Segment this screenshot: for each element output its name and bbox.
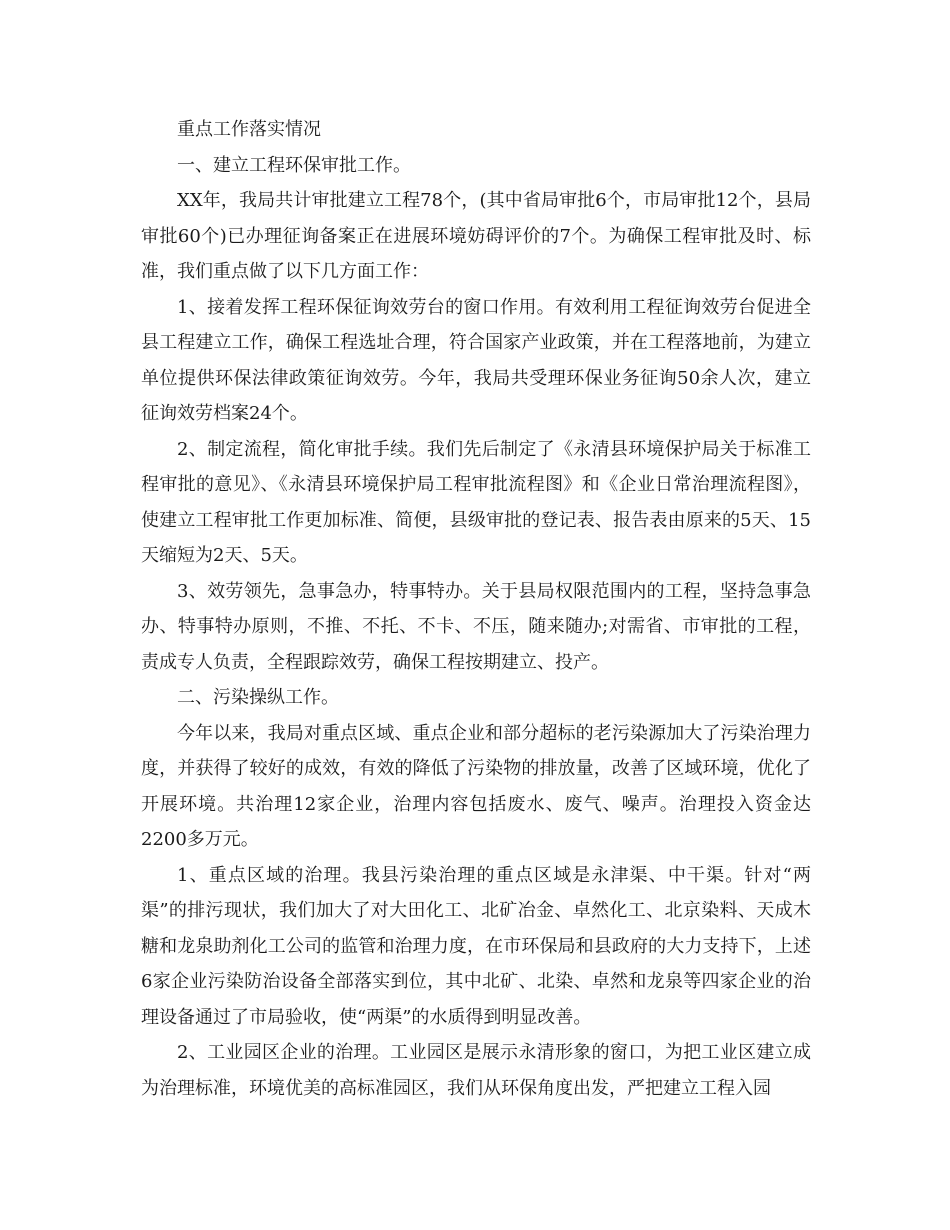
paragraph: 今年以来，我局对重点区域、重点企业和部分超标的老污染源加大了污染治理力度，并获得了较好的成效，有效的降低了污染物的排放量，改善了区域环境，优化了开展环境。共治理12家企业，治理内容包括废水、废气、噪声。治理投入资金达2200多万元。 (141, 722, 811, 850)
paragraph: 1、接着发挥工程环保征询效劳台的窗口作用。有效利用工程征询效劳台促进全县工程建立工作，确保工程选址合理，符合国家产业政策，并在工程落地前，为建立单位提供环保法律政策征询效劳。今年，我局共受理环保业务征询50余人次，建立征询效劳档案24个。 (141, 296, 811, 424)
paragraph: 3、效劳领先，急事急办，特事特办。关于县局权限范围内的工程，坚持急事急办、特事特办原则，不推、不托、不卡、不压，随来随办;对需省、市审批的工程，责成专人负责，全程跟踪效劳，确保工程按期建立、投产。 (141, 580, 811, 673)
section-heading-2: 二、污染操纵工作。 (177, 687, 339, 708)
paragraph: 1、重点区域的治理。我县污染治理的重点区域是永津渠、中干渠。针对“两渠”的排污现状，我们加大了对大田化工、北矿冶金、卓然化工、北京染料、天成木糖和龙泉助剂化工公司的监管和治理力度，在市环保局和县政府的大力支持下，上述6家企业污染防治设备全部落实到位，其中北矿、北染、卓然和龙泉等四家企业的治理设备通过了市局验收，使“两渠”的水质得到明显改善。 (141, 864, 811, 1028)
section-heading-1: 一、建立工程环保审批工作。 (177, 154, 411, 176)
document-title: 重点工作落实情况 (177, 119, 321, 140)
paragraph: XX年，我局共计审批建立工程78个，(其中省局审批6个，市局审批12个，县局审批60个)已办理征询备案正在进展环境妨碍评价的7个。为确保工程审批及时、标准，我们重点做了以下几方面工作： (141, 190, 811, 282)
document-body (141, 112, 811, 1106)
paragraph: 2、制定流程，简化审批手续。我们先后制定了《永清县环境保护局关于标准工程审批的意见》、《永清县环境保护局工程审批流程图》和《企业日常治理流程图》，使建立工程审批工作更加标准、简便，县级审批的登记表、报告表由原来的5天、15天缩短为2天、5天。 (141, 438, 811, 566)
paragraph: 2、工业园区企业的治理。工业园区是展示永清形象的窗口，为把工业区建立成为治理标准，环境优美的高标准园区，我们从环保角度出发，严把建立工程入园 (141, 1042, 811, 1099)
